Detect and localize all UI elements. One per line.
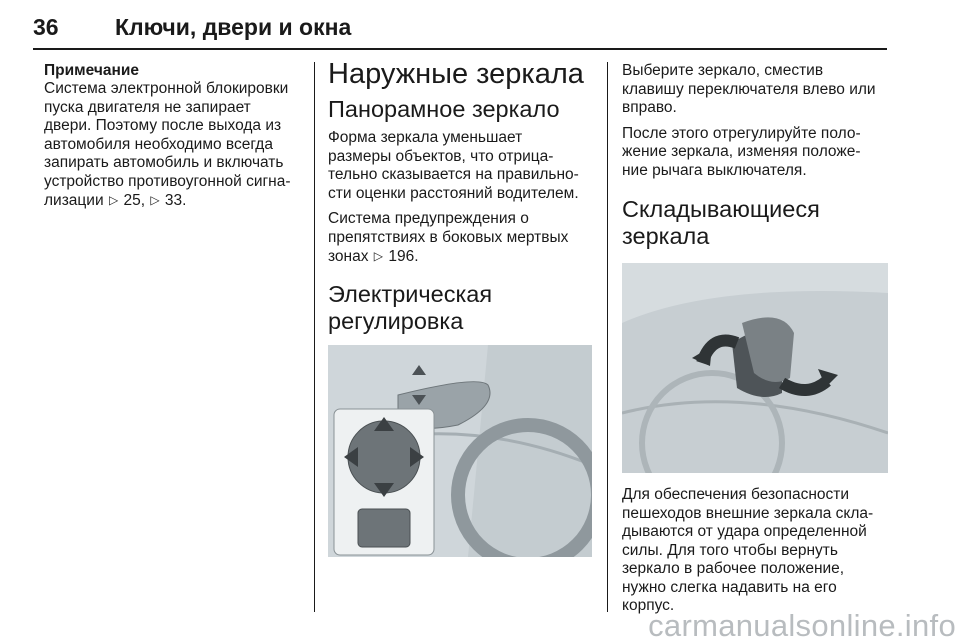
paragraph-line: После этого отрегулируйте поло- bbox=[622, 124, 861, 142]
note-line: автомобиля необходимо всегда bbox=[44, 135, 273, 153]
page-reference-icon: ▷ bbox=[150, 193, 160, 207]
page-reference[interactable]: 33. bbox=[164, 192, 187, 209]
note-line: Система электронной блокировки bbox=[44, 80, 289, 97]
paragraph-line: жение зеркала, изменяя положе- bbox=[622, 143, 861, 160]
section-heading: зеркала bbox=[622, 223, 710, 249]
paragraph-line: Форма зеркала уменьшает bbox=[328, 129, 523, 146]
mirror-control-drawing bbox=[328, 345, 592, 557]
paragraph-line: вправо. bbox=[622, 99, 677, 116]
paragraph-line: корпус. bbox=[622, 597, 675, 614]
section-title: Ключи, двери и окна bbox=[115, 14, 352, 40]
note-heading: Примечание bbox=[44, 62, 139, 79]
paragraph-line: препятствиях в боковых мертвых bbox=[328, 228, 569, 246]
page-header bbox=[33, 6, 887, 48]
paragraph-line: зонах ▷ 196. bbox=[328, 248, 419, 265]
page-reference[interactable]: 196. bbox=[388, 248, 419, 265]
paragraph-line: Для обеспечения безопасности bbox=[622, 486, 850, 503]
note-line: устройство противоугонной сигна- bbox=[44, 172, 291, 190]
paragraph-line: клавишу переключателя влево или bbox=[622, 80, 876, 98]
paragraph-line: тельно сказывается на правильно- bbox=[328, 166, 579, 183]
paragraph-line: силы. Для того чтобы вернуть bbox=[622, 541, 838, 559]
paragraph-line: пешеходов внешние зеркала скла- bbox=[622, 504, 874, 522]
mirrors-column bbox=[328, 58, 592, 557]
paragraph-line: зеркало в рабочее положение, bbox=[622, 560, 845, 577]
note-line: пуска двигателя не запирает bbox=[44, 98, 251, 116]
main-heading: Наружные зеркала bbox=[328, 58, 584, 90]
note-line: лизации ▷ 25, ▷ 33. bbox=[44, 192, 187, 209]
paragraph-line: Система предупреждения о bbox=[328, 210, 529, 227]
paragraph-line: Выберите зеркало, сместив bbox=[622, 62, 824, 79]
column-divider bbox=[314, 62, 315, 612]
note-line: запирать автомобиль и включать bbox=[44, 154, 284, 171]
section-heading: Электрическая bbox=[328, 280, 493, 307]
paragraph-line: ние рычага выключателя. bbox=[622, 161, 807, 179]
section-heading: Складывающиеся bbox=[622, 196, 820, 222]
folding-mirror-illustration bbox=[622, 263, 888, 473]
page-reference-icon: ▷ bbox=[373, 249, 384, 263]
paragraph-line: дываются от удара определенной bbox=[622, 523, 867, 540]
paragraph-line: размеры объектов, что отрица- bbox=[328, 147, 554, 165]
folding-column bbox=[622, 62, 888, 616]
paragraph-line: сти оценки расстояний водителем. bbox=[328, 184, 579, 202]
note-column bbox=[44, 62, 306, 211]
paragraph-line: нужно слегка надавить на его bbox=[622, 578, 837, 596]
section-heading: регулировка bbox=[328, 307, 464, 334]
page-reference[interactable]: 25, bbox=[123, 192, 146, 209]
watermark: carmanualsonline.info bbox=[648, 608, 956, 643]
sub-heading: Панорамное зеркало bbox=[328, 96, 560, 122]
page-number: 36 bbox=[33, 14, 59, 40]
note-line: двери. Поэтому после выхода из bbox=[44, 117, 282, 134]
folding-mirror-drawing bbox=[622, 263, 888, 473]
page-reference-icon: ▷ bbox=[108, 193, 119, 207]
mirror-control-illustration bbox=[328, 345, 592, 557]
header-rule bbox=[33, 48, 887, 50]
column-divider bbox=[607, 62, 608, 612]
